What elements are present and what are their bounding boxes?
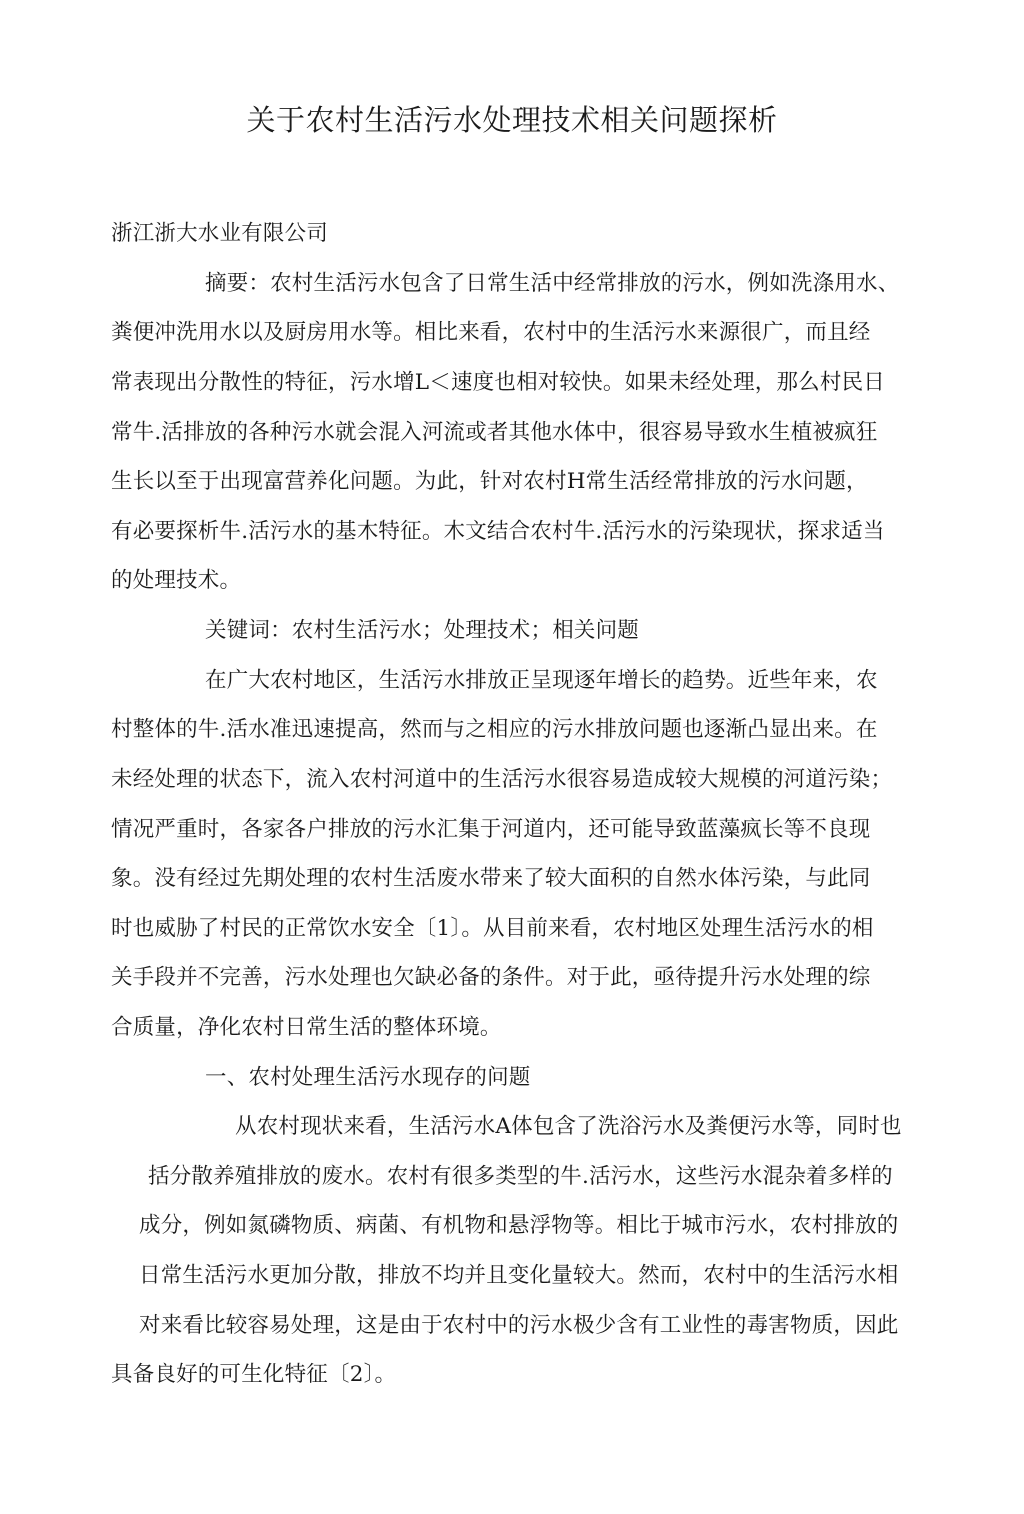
section-line-1: 从农村现状来看，生活污水A体包含了洗浴污水及粪便污水等，同时也 — [235, 1114, 902, 1139]
abstract-line-2: 粪便冲洗用水以及厨房用水等。相比来看，农村中的生活污水来源很广，而且经 — [111, 320, 871, 345]
body-line-4: 情况严重时，各家各户排放的污水汇集于河道内，还可能导致蓝藻疯长等不良现 — [111, 817, 871, 842]
body-line-5: 象。没有经过先期处理的农村生活废水带来了较大面积的自然水体污染，与此同 — [111, 866, 871, 891]
abstract-line-5: 生长以至于出现富营养化问题。为此，针对农村H常生活经常排放的污水问题， — [111, 469, 868, 494]
body-line-1: 在广大农村地区，生活污水排放正呈现逐年增长的趋势。近些年来，农 — [205, 668, 878, 693]
abstract-line-6: 有必要探析牛.活污水的基木特征。木文结合农村牛.活污水的污染现状，探求适当 — [111, 519, 885, 544]
section-heading: 一、农村处理生活污水现存的问题 — [205, 1065, 531, 1090]
body-line-6: 时也威胁了村民的正常饮水安全〔1〕。从目前来看，农村地区处理生活污水的相 — [111, 916, 874, 941]
body-line-3: 未经处理的状态下，流入农村河道中的生活污水很容易造成较大规模的河道污染； — [111, 767, 893, 792]
section-line-2: 括分散养殖排放的废水。农村有很多类型的牛.活污水，这些污水混杂着多样的 — [148, 1164, 893, 1189]
section-line-3: 成分，例如氮磷物质、病菌、有机物和悬浮物等。相比于城市污水，农村排放的 — [139, 1213, 899, 1238]
organization-line: 浙江浙大水业有限公司 — [111, 221, 329, 246]
section-line-4: 日常生活污水更加分散，排放不均并且变化量较大。然而，农村中的生活污水相 — [139, 1263, 899, 1288]
abstract-line-1: 摘要：农村生活污水包含了日常生活中经常排放的污水，例如洗涤用水、 — [205, 271, 900, 296]
document-title: 关于农村生活污水处理技术相关问题探析 — [246, 103, 778, 137]
abstract-line-3: 常表现出分散性的特征，污水增L＜速度也相对较快。如果未经处理，那么村民日 — [111, 370, 885, 395]
body-line-8: 合质量，净化农村日常生活的整体环境。 — [111, 1015, 502, 1040]
body-line-2: 村整体的牛.活水准迅速提高，然而与之相应的污水排放问题也逐渐凸显出来。在 — [111, 717, 878, 742]
section-line-5: 对来看比较容易处理，这是由于农村中的污水极少含有工业性的毒害物质，因此 — [139, 1313, 899, 1338]
keywords-line: 关键词：农村生活污水；处理技术；相关问题 — [205, 618, 640, 643]
section-line-6: 具备良好的可生化特征〔2〕。 — [111, 1362, 397, 1387]
body-line-7: 关手段并不完善，污水处理也欠缺必备的条件。对于此，亟待提升污水处理的综 — [111, 965, 871, 990]
abstract-line-7: 的处理技术。 — [111, 568, 242, 593]
abstract-line-4: 常牛.活排放的各种污水就会混入河流或者其他水体中，很容易导致水生植被疯狂 — [111, 420, 878, 445]
